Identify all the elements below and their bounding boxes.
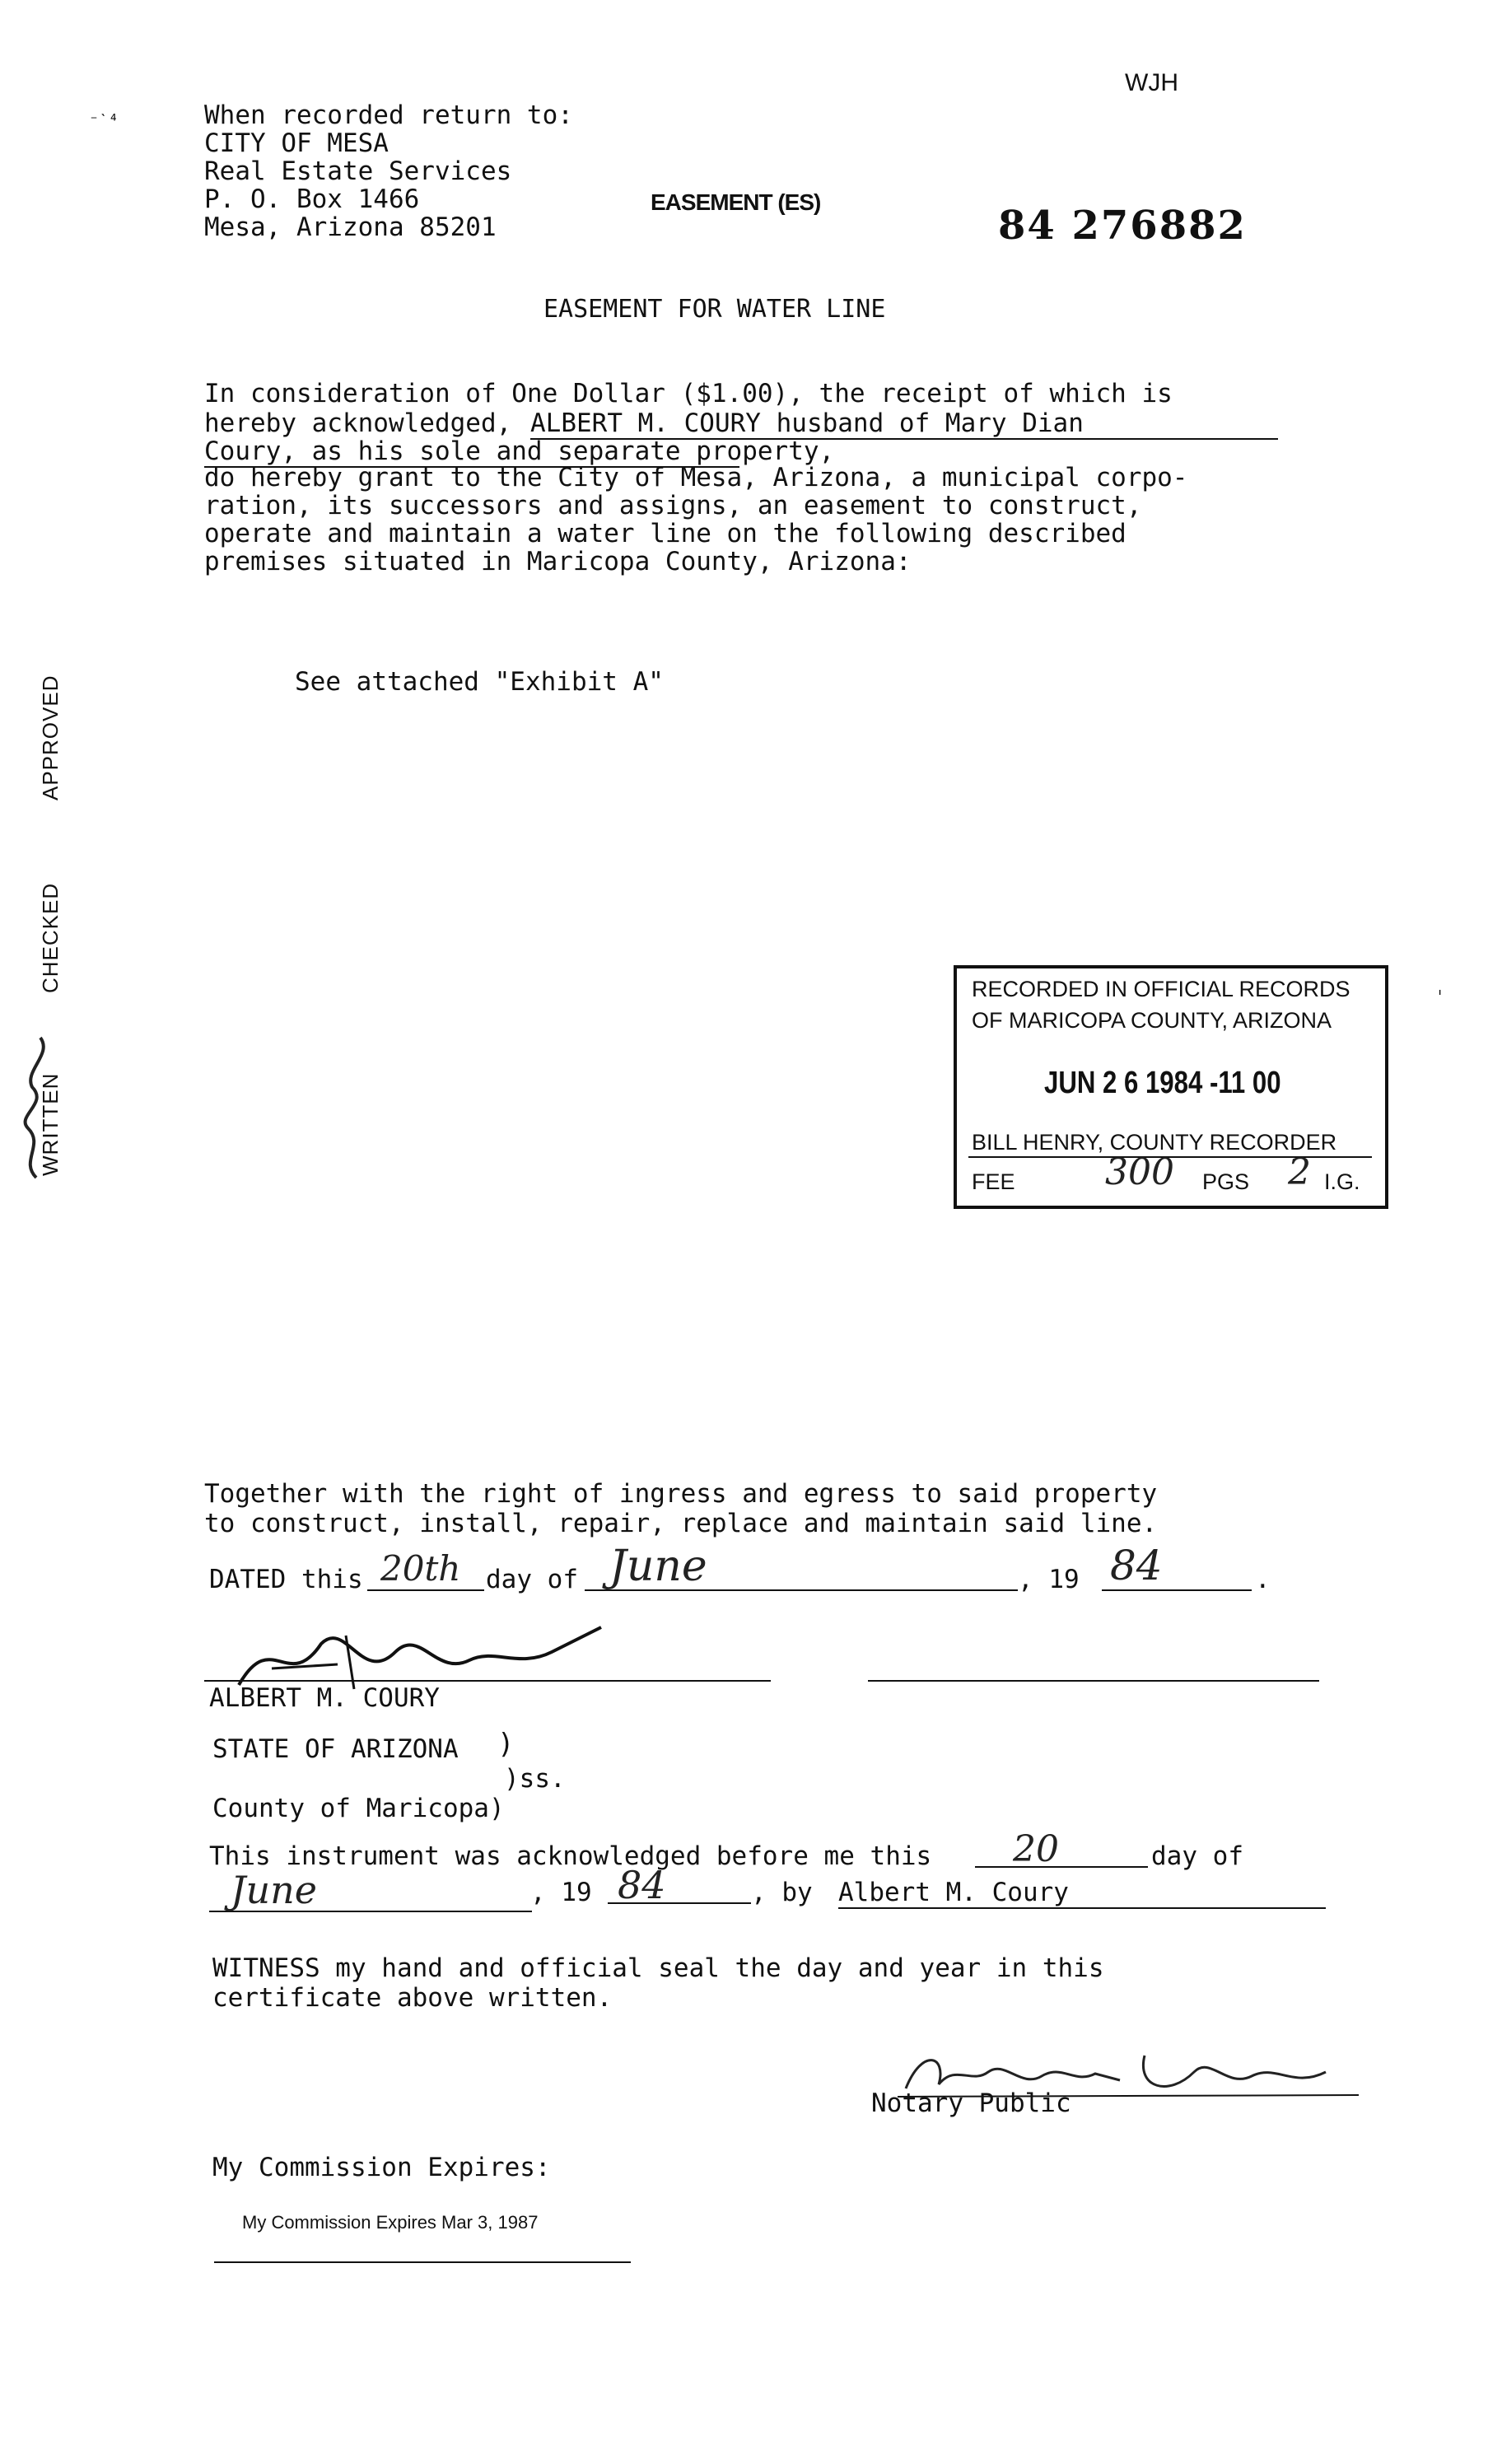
stray-mark: ⁻ˋ⁴ — [89, 110, 119, 130]
dated-year-blank — [1102, 1589, 1252, 1591]
dated-period: . — [1255, 1565, 1271, 1594]
stamp-pgs-value: 2 — [1288, 1151, 1311, 1193]
grantor-name: ALBERT M. COURY — [209, 1683, 440, 1713]
ack-by: , by — [751, 1878, 813, 1907]
recording-number: 84 276882 — [998, 203, 1247, 249]
dated-prefix: DATED this — [209, 1565, 363, 1594]
rights-line2: to construct, install, repair, replace and maintain said line. — [204, 1509, 1158, 1538]
grantor-line2: Coury, as his sole and separate property, — [204, 436, 835, 466]
margin-initials-signature — [12, 1021, 61, 1186]
ack-name: Albert M. Coury — [838, 1878, 1326, 1909]
exhibit-reference: See attached "Exhibit A" — [295, 667, 664, 697]
stamp-ig: I.G. — [1324, 1169, 1360, 1194]
notary-bracket: ) — [497, 1728, 515, 1761]
second-signature-line — [868, 1680, 1319, 1682]
body-line4: ration, its successors and assigns, an easement to construct, — [204, 491, 1142, 520]
body-line5: operate and maintain a water line on the following described — [204, 519, 1126, 548]
document-title: EASEMENT FOR WATER LINE — [543, 295, 886, 324]
stray-mark-right: ˈ — [1434, 988, 1446, 1009]
dated-month-value: June — [609, 1542, 707, 1591]
stamp-recorder: BILL HENRY, COUNTY RECORDER — [972, 1130, 1337, 1155]
body-line3: do hereby grant to the City of Mesa, Arizona, a municipal corpo- — [204, 463, 1188, 492]
notary-state: STATE OF ARIZONA — [212, 1734, 459, 1764]
return-address-line1: When recorded return to: — [204, 100, 573, 130]
ack-day-blank — [975, 1866, 1148, 1868]
margin-written-label: WRITTEN — [38, 1072, 63, 1176]
grantor-line1: ALBERT M. COURY husband of Mary Dian — [530, 408, 1278, 440]
dated-day-blank — [367, 1589, 484, 1591]
dated-day-value: 20th — [380, 1548, 461, 1589]
grantor-signature-line — [204, 1680, 771, 1682]
notary-ss: )ss. — [504, 1764, 566, 1794]
recording-stamp — [954, 965, 1388, 1209]
commission-line — [214, 2261, 631, 2263]
stamp-pgs-label: PGS — [1202, 1169, 1250, 1194]
return-address-line3: Real Estate Services — [204, 156, 512, 186]
return-address-line5: Mesa, Arizona 85201 — [204, 212, 497, 242]
rights-line1: Together with the right of ingress and egress to said property — [204, 1479, 1158, 1509]
dated-year-value: 84 — [1110, 1542, 1163, 1589]
body-line1: In consideration of One Dollar ($1.00), the receipt of which is — [204, 379, 1173, 408]
stamp-line1: RECORDED IN OFFICIAL RECORDS — [972, 977, 1350, 1001]
ack-prefix: This instrument was acknowledged before me this — [209, 1841, 932, 1871]
ack-suffix: day of — [1151, 1841, 1243, 1871]
notary-public-label: Notary Public — [871, 2088, 1071, 2118]
stamp-fee-value: 300 — [1105, 1151, 1174, 1193]
ack-month-value: June — [231, 1868, 317, 1912]
dated-mid: day of — [486, 1565, 578, 1594]
ack-day-value: 20 — [1013, 1828, 1059, 1870]
dated-year-prefix: , 19 — [1018, 1565, 1080, 1594]
margin-checked-label: CHECKED — [38, 882, 63, 993]
stamp-date: JUN 2 6 1984 -11 00 — [1044, 1066, 1281, 1100]
return-address-line4: P. O. Box 1466 — [204, 184, 420, 214]
commission-label: My Commission Expires: — [212, 2153, 551, 2182]
commission-stamp: My Commission Expires Mar 3, 1987 — [242, 2212, 539, 2233]
ack-year-value: 84 — [618, 1863, 666, 1907]
stamp-line2: OF MARICOPA COUNTY, ARIZONA — [972, 1008, 1332, 1033]
return-address-line2: CITY OF MESA — [204, 128, 389, 158]
corner-initials: WJH — [1125, 69, 1178, 96]
easement-stamp: EASEMENT (ES) — [651, 189, 821, 215]
body-line2-prefix: hereby acknowledged, — [204, 408, 512, 438]
ack-year-prefix: , 19 — [530, 1878, 592, 1907]
witness-line1: WITNESS my hand and official seal the day and year in this — [212, 1953, 1104, 1983]
body-line6: premises situated in Maricopa County, Arizona: — [204, 547, 912, 576]
witness-line2: certificate above written. — [212, 1983, 613, 2013]
margin-approved-label: APPROVED — [38, 674, 63, 800]
notary-county: County of Maricopa) — [212, 1794, 505, 1823]
stamp-fee-label: FEE — [972, 1169, 1015, 1194]
